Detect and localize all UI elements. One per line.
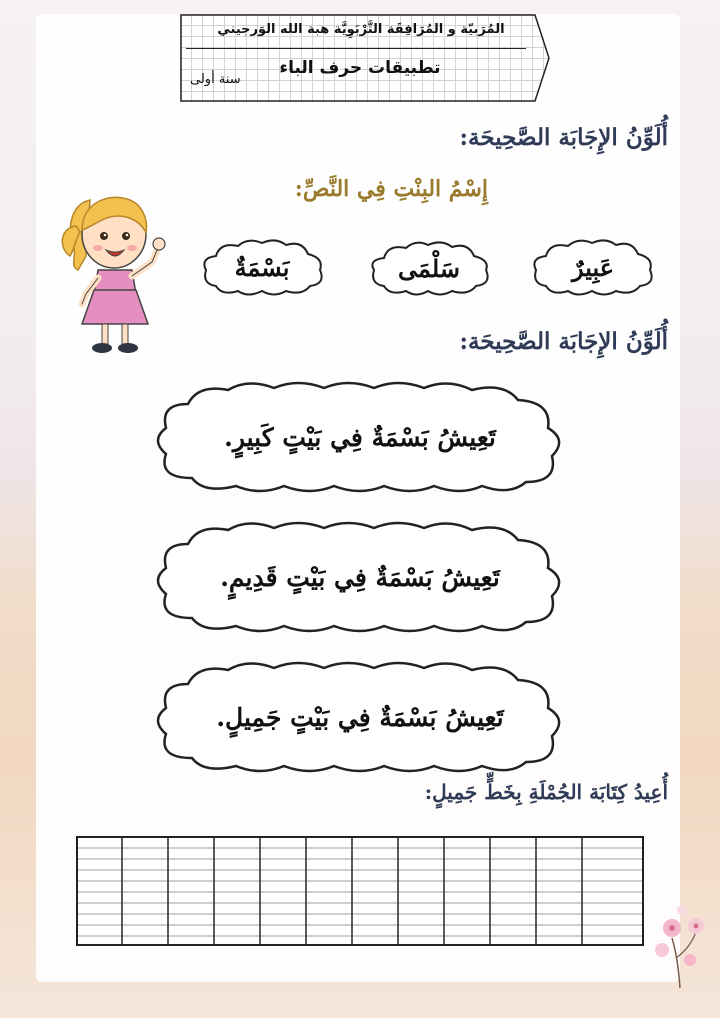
name-option-text: بَسْمَةٌ [234,252,290,282]
sentence-option-big[interactable] [148,378,572,496]
sentence-text: تَعِيشُ بَسْمَةٌ فِي بَيْتٍ كَبِيرٍ. [224,422,496,452]
exercise3-instruction: أُعِيدُ كِتَابَة الجُمْلَةِ بِخَطٍّ جَمِيلٍ: [424,780,668,804]
sentence-text: تَعِيشُ بَسْمَةٌ فِي بَيْتٍ قَدِيمٍ. [220,562,500,592]
girl-illustration [52,186,180,358]
handwriting-lines[interactable] [76,836,644,946]
exercise2-instruction: أُلَوِّنُ الإِجَابَة الصَّحِيحَة: [459,328,668,355]
name-option-abeer[interactable] [528,236,658,298]
flower-decoration-icon [650,898,710,988]
exercise1-instruction: أُلَوِّنُ الإِجَابَة الصَّحِيحَة: [459,124,668,151]
sentence-option-beautiful[interactable] [148,658,572,776]
exercise1-question: إِسْمُ البِنْتِ فِي النَّصِّ: [294,176,488,202]
header-divider [186,48,526,49]
sentence-text: تَعِيشُ بَسْمَةٌ فِي بَيْتٍ جَمِيلٍ. [216,702,504,732]
name-option-text: سَلْمَى [398,253,460,283]
name-option-salma[interactable] [366,238,492,298]
grade-label: سنة أولى [190,72,241,87]
teacher-name: المُرَبيّة و المُرَافِقَة التَّرْبَوِيَّة هبة الله الوَرجيني [217,22,505,37]
lesson-title: تطبيقات حرف الباء [279,58,441,78]
name-option-basma[interactable] [198,236,326,298]
name-option-text: عَبِيرٌ [571,252,615,282]
sentence-option-old[interactable] [148,518,572,636]
